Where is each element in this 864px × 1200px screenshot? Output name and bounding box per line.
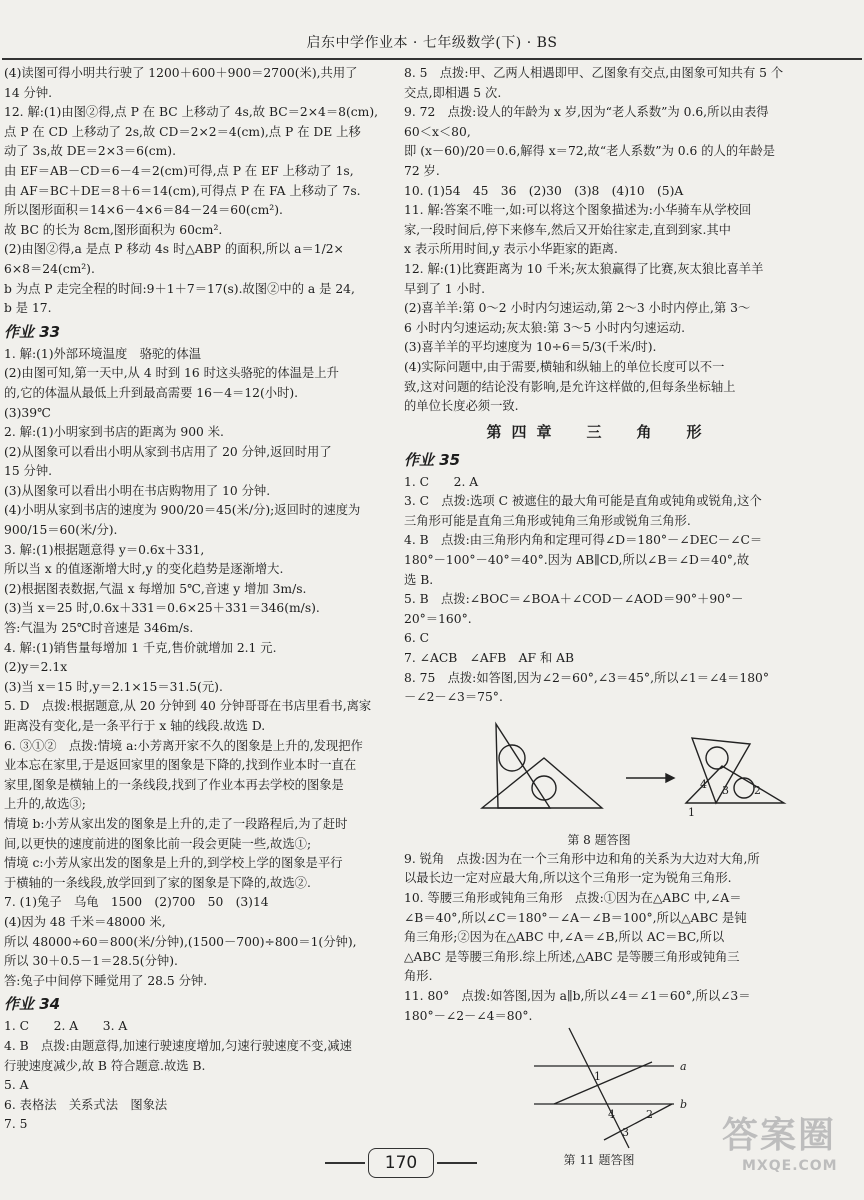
text-line: －∠2－∠3＝75°.: [404, 690, 503, 705]
fig8-label: 1: [688, 805, 695, 819]
text-line: 6. C: [404, 631, 430, 646]
section-heading: 作业 34: [4, 995, 61, 1014]
text-line: 12. 解:(1)比赛距离为 10 千米;灰太狼赢得了比赛,灰太狼比喜羊羊: [404, 261, 764, 276]
text-line: 3. C 点拨:选项 C 被遮住的最大角可能是直角或钝角或锐角,这个: [404, 494, 762, 509]
text-line: 4. B 点拨:由三角形内角和定理可得∠D＝180°－∠DEC－∠C＝: [404, 533, 763, 548]
text-line: 20°＝160°.: [404, 611, 472, 626]
text-line: (3)当 x＝25 时,0.6x＋331＝0.6×25＋331＝346(m/s).: [4, 601, 320, 616]
text-line: (2)从图象可以看出小明从家到书店用了 20 分钟,返回时用了: [4, 444, 332, 459]
text-line: (3)从图象可以看出小明在书店购物用了 10 分钟.: [4, 483, 271, 498]
text-line: 情境 c:小芳从家出发的图象是上升的,到学校上学的图象是平行: [4, 856, 343, 871]
text-line: 2. 解:(1)小明家到书店的距离为 900 米.: [4, 425, 224, 440]
text-line: 距离没有变化,是一条平行于 x 轴的线段.故选 D.: [4, 719, 266, 733]
text-line: (2)根据图表数据,气温 x 每增加 5℃,音速 y 增加 3m/s.: [4, 581, 307, 596]
watermark-logo: [722, 1114, 858, 1196]
fig11-label: a: [680, 1060, 687, 1074]
right-column: [404, 64, 794, 1170]
text-line: 由 EF＝AB－CD＝6－4＝2(cm)可得,点 P 在 EF 上移动了 1s,: [4, 163, 354, 178]
fig11-label: b: [680, 1098, 688, 1112]
section-heading: 作业 33: [4, 322, 61, 341]
text-line: (3)喜羊羊的平均速度为 10÷6＝5/3(千米/时).: [404, 340, 657, 355]
header-rule: [2, 58, 862, 60]
text-line: 交点,即相遇 5 次.: [404, 85, 502, 100]
text-line: 由 AF＝BC＋DE＝8＋6＝14(cm),可得点 P 在 FA 上移动了 7s.: [4, 183, 361, 198]
text-line: (2)由图可知,第一天中,从 4 时到 16 时这头骆驼的体温是上升: [4, 366, 339, 381]
text-line: 以最长边一定对应最大角,所以这个三角形一定为锐角三角形.: [404, 871, 732, 886]
text-line: 的,它的体温从最低上升到最高需要 16－4＝12(小时).: [4, 385, 299, 400]
text-line: 故 BC 的长为 8cm,图形面积为 60cm².: [4, 222, 223, 237]
text-line: 7. ∠ACB ∠AFB AF 和 AB: [404, 651, 575, 666]
text-line: 6×8＝24(cm²).: [4, 261, 95, 276]
text-line: 家,一段时间后,停下来修车,然后又开始往家走,直到到家.其中: [404, 222, 731, 237]
fig8-label: 2: [754, 783, 761, 797]
text-line: 致,这对问题的结论没有影响,是允许这样做的,但每条坐标轴上: [404, 379, 736, 394]
text-line: 于横轴的一条线段,放学回到了家的图象是下降的,故选②.: [4, 875, 311, 890]
text-line: 10. (1)54 45 36 (2)30 (3)8 (4)10 (5)A: [404, 183, 684, 198]
text-line: ∠B＝40°,所以∠C＝180°－∠A－∠B＝100°,所以△ABC 是钝: [404, 910, 747, 925]
left-column: [4, 64, 396, 1135]
text-line: 点 P 在 CD 上移动了 2s,故 CD＝2×2＝4(cm),点 P 在 DE 上移: [4, 124, 361, 139]
text-line: 1. C 2. A 3. A: [4, 1019, 128, 1034]
fig11-label: 1: [594, 1070, 601, 1084]
text-line: 即 (x－60)/20＝0.6,解得 x＝72,故“老人系数”为 0.6 的人的年龄是: [404, 144, 776, 159]
text-line: 6. 表格法 关系式法 图象法: [4, 1097, 168, 1112]
text-line: 所以 48000÷60＝800(米/分钟),(1500－700)÷800＝1(分钟),: [4, 934, 357, 949]
text-line: 7. (1)兔子 乌龟 1500 (2)700 50 (3)14: [4, 895, 269, 910]
text-line: (4)读图可得小明共行驶了 1200＋600＋900＝2700(米),共用了: [4, 66, 358, 80]
text-line: 900/15＝60(米/分).: [4, 523, 118, 538]
fig8-right-circle-small: [706, 747, 728, 769]
fig11-label: 4: [608, 1108, 615, 1122]
text-line: 所以当 x 的值逐渐增大时,y 的变化趋势是逐渐增大.: [4, 562, 284, 577]
text-line: 动了 3s,故 DE＝2×3＝6(cm).: [4, 144, 177, 159]
fig11-transversal-1: [569, 1028, 629, 1148]
text-line: (4)实际问题中,由于需要,横轴和纵轴上的单位长度可以不一: [404, 359, 725, 374]
text-line: 4. B 点拨:由题意得,加速行驶速度增加,匀速行驶速度不变,减速: [4, 1038, 352, 1053]
text-line: 6 小时内匀速运动;灰太狼:第 3～5 小时内匀速运动.: [404, 320, 686, 335]
text-line: 角形.: [404, 969, 433, 984]
text-line: x 表示所用时间,y 表示小华距家的距离.: [404, 242, 618, 257]
fig11-label: 2: [646, 1108, 653, 1122]
text-line: 4. 解:(1)销售量每增加 1 千克,售价就增加 2.1 元.: [4, 640, 277, 655]
text-line: 1. 解:(1)外部环境温度 骆驼的体温: [4, 346, 202, 361]
text-line: (4)小明从家到书店的速度为 900/20＝45(米/分);返回时的速度为: [4, 503, 361, 518]
text-line: 180°－∠2－∠4＝80°.: [404, 1008, 533, 1023]
fig11-label: 3: [622, 1126, 629, 1140]
watermark-url: MXQE.COM: [742, 1158, 838, 1174]
text-line: 5. A: [4, 1078, 29, 1093]
text-line: 5. B 点拨:∠BOC＝∠BOA＋∠COD－∠AOD＝90°＋90°－: [404, 592, 744, 607]
text-line: (3)当 x＝15 时,y＝2.1×15＝31.5(元).: [4, 679, 223, 694]
fig8-left-circle-large: [532, 776, 556, 800]
text-line: 情境 b:小芳从家出发的图象是上升的,走了一段路程后,为了赶时: [4, 816, 348, 831]
page-header: 启东中学作业本 · 七年级数学(下) · BS: [306, 35, 558, 51]
figure-q8: [404, 708, 794, 830]
text-line: 行驶速度减少,故 B 符合题意.故选 B.: [4, 1058, 206, 1073]
text-line: 180°－100°－40°＝40°.因为 AB∥CD,所以∠B＝∠D＝40°,故: [404, 553, 750, 568]
text-line: (3)39℃: [4, 405, 51, 420]
text-line: 11. 80° 点拨:如答图,因为 a∥b,所以∠4＝∠1＝60°,所以∠3＝: [404, 988, 751, 1003]
section-heading: 作业 35: [404, 450, 461, 469]
text-line: 5. D 点拨:根据题意,从 20 分钟到 40 分钟哥哥在书店里看书,离家: [4, 699, 372, 714]
text-line: 所以图形面积＝14×6－4×6＝84－24＝60(cm²).: [4, 203, 283, 218]
text-line: 的单位长度必须一致.: [404, 399, 519, 414]
text-line: b 是 17.: [4, 301, 52, 316]
text-line: 家里,图象是横轴上的一条线段,找到了作业本再去学校的图象是: [4, 777, 344, 792]
text-line: 15 分钟.: [4, 464, 53, 479]
text-line: 72 岁.: [404, 163, 440, 178]
text-line: 业本忘在家里,于是返回家里的图象是下降的,找到作业本时一直在: [4, 758, 357, 773]
page-number: 170: [368, 1148, 434, 1178]
text-line: 9. 72 点拨:设人的年龄为 x 岁,因为“老人系数”为 0.6,所以由表得: [404, 105, 769, 120]
text-line: 9. 锐角 点拨:因为在一个三角形中边和角的关系为大边对大角,所: [404, 851, 760, 866]
text-line: 60＜x＜80,: [404, 124, 471, 139]
text-line: 答:兔子中间停下睡觉用了 28.5 分钟.: [4, 973, 208, 988]
text-line: 答:气温为 25℃时音速是 346m/s.: [4, 621, 194, 636]
text-line: 间,以更快的速度前进的图象比前一段会更陡一些,故选①;: [4, 836, 312, 851]
text-line: 7. 5: [4, 1117, 28, 1132]
text-line: 3. 解:(1)根据题意得 y＝0.6x＋331,: [4, 542, 205, 557]
text-line: 6. ③①② 点拨:情境 a:小芳离开家不久的图象是上升的,发现把作: [4, 738, 363, 753]
figure-caption: 第 8 题答图: [567, 832, 631, 847]
text-line: 1. C 2. A: [404, 474, 479, 489]
fig8-label: 3: [722, 783, 729, 797]
text-line: 10. 等腰三角形或钝角三角形 点拨:①因为在△ABC 中,∠A＝: [404, 891, 742, 905]
text-line: 14 分钟.: [4, 85, 53, 100]
text-line: 角三角形;②因为在△ABC 中,∠A＝∠B,所以 AC＝BC,所以: [404, 930, 725, 945]
text-line: 所以 30＋0.5－1＝28.5(分钟).: [4, 954, 178, 969]
figure-q8-svg: [404, 708, 794, 830]
text-line: 12. 解:(1)由图②得,点 P 在 BC 上移动了 4s,故 BC＝2×4＝8(cm),: [4, 105, 379, 120]
figure-caption: 第 11 题答图: [563, 1153, 635, 1168]
text-line: 早到了 1 小时.: [404, 281, 486, 296]
text-line: (2)y＝2.1x: [4, 660, 68, 675]
fig8-label: 4: [700, 777, 707, 791]
text-line: (4)因为 48 千米＝48000 米,: [4, 914, 166, 929]
fig11-transversal-2: [554, 1062, 652, 1104]
text-line: 8. 75 点拨:如答图,因为∠2＝60°,∠3＝45°,所以∠1＝∠4＝180°: [404, 670, 770, 685]
watermark-text: 答案圈: [722, 1115, 837, 1156]
text-line: 上升的,故选③;: [4, 797, 86, 812]
text-line: 三角形可能是直角三角形或钝角三角形或锐角三角形.: [404, 513, 691, 528]
fig8-right-circle-large: [734, 778, 754, 798]
text-line: △ABC 是等腰三角形.综上所述,△ABC 是等腰三角形或钝角三: [404, 949, 740, 964]
text-line: b 为点 P 走完全程的时间:9＋1＋7＝17(s).故图②中的 a 是 24,: [4, 281, 355, 296]
text-line: 选 B.: [404, 572, 434, 587]
fig8-arrow-head: [666, 774, 674, 782]
text-line: 11. 解:答案不唯一,如:可以将这个图象描述为:小华骑车从学校回: [404, 203, 752, 218]
text-line: (2)喜羊羊:第 0～2 小时内匀速运动,第 2～3 小时内停止,第 3～: [404, 301, 751, 316]
text-line: 8. 5 点拨:甲、乙两人相遇即甲、乙图象有交点,由图象可知共有 5 个: [404, 66, 784, 80]
chapter-heading: 第四章 三 角 形: [486, 422, 712, 441]
text-line: (2)由图②得,a 是点 P 移动 4s 时△ABP 的面积,所以 a＝1/2×: [4, 242, 344, 257]
